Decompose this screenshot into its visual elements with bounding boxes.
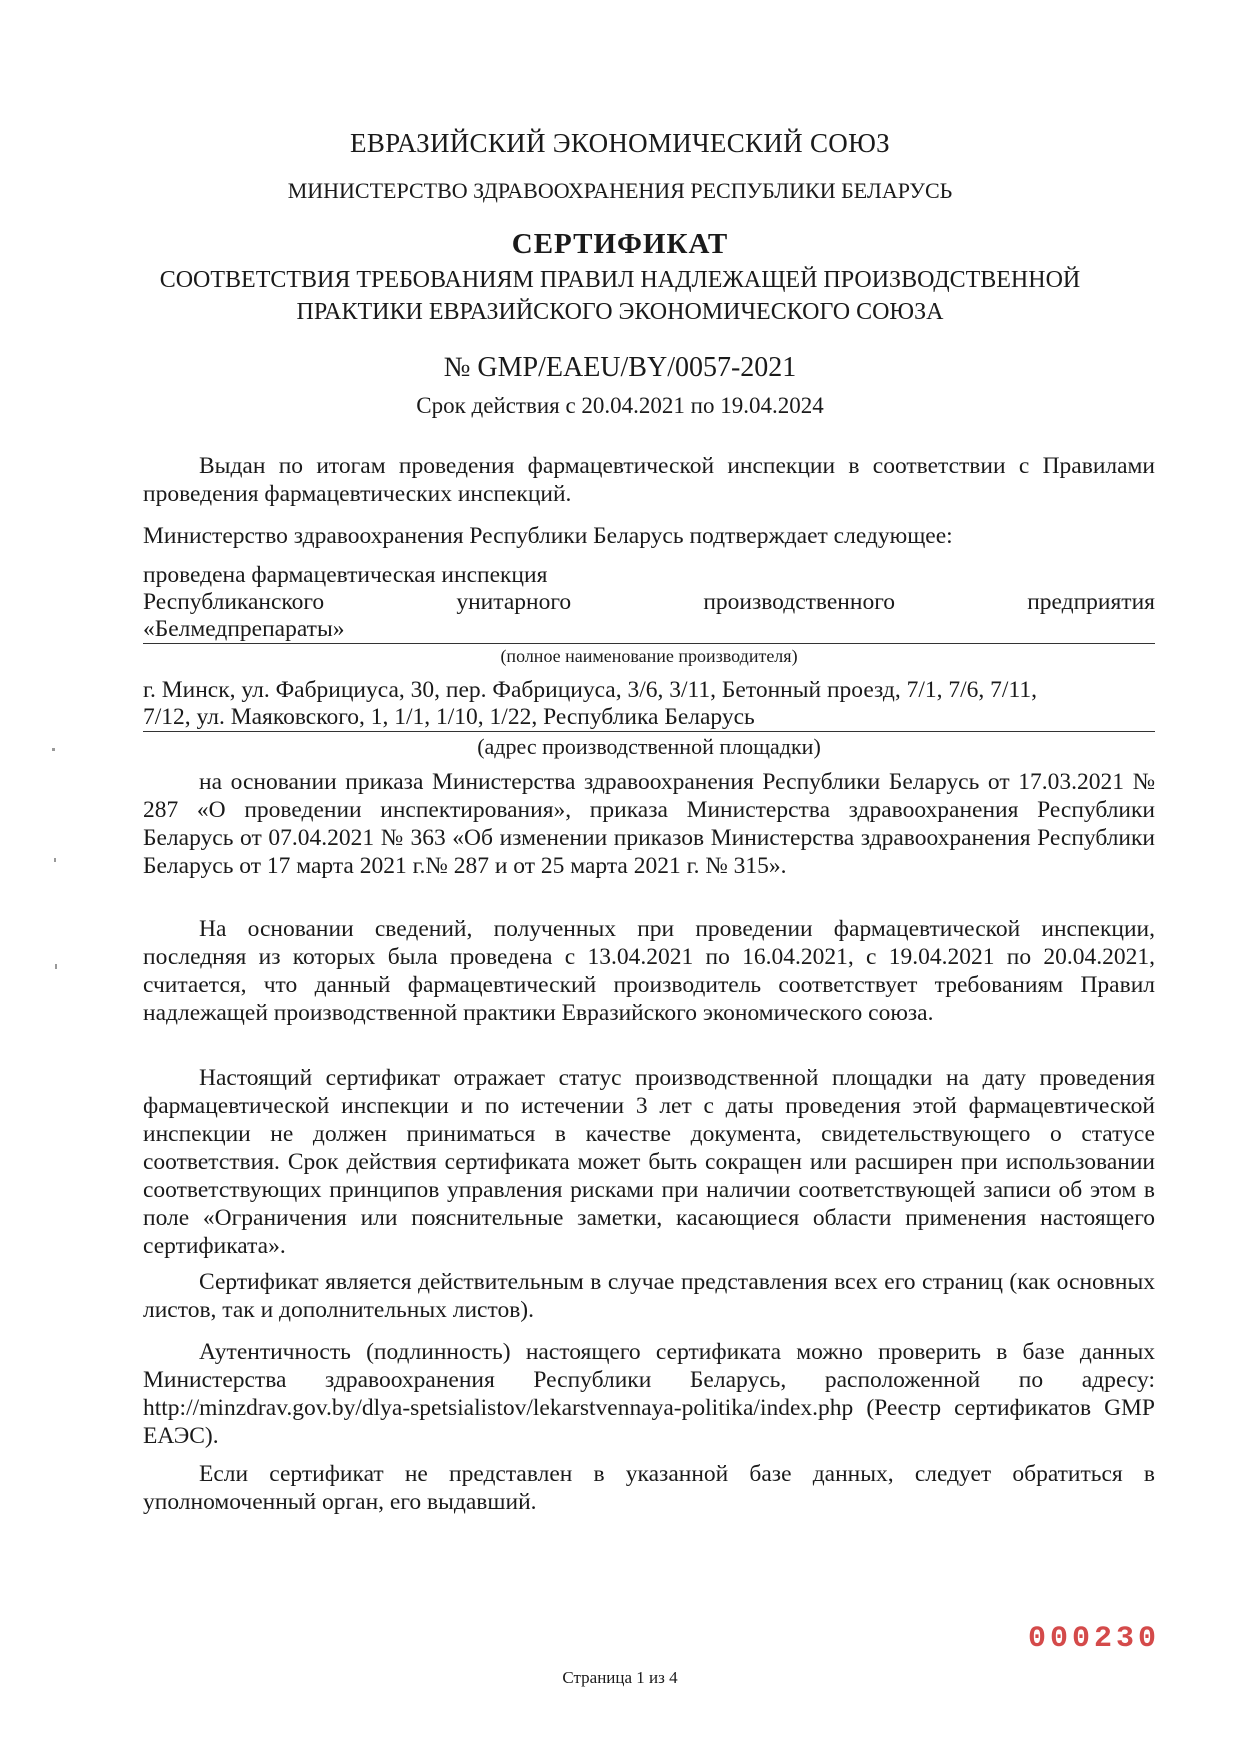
manufacturer-name-line-2: «Белмедпрепараты»: [143, 616, 345, 642]
manufacturer-word: унитарного: [456, 589, 572, 615]
address-caption: (адрес производственной площадки): [477, 734, 821, 759]
subtitle-line-2: ПРАКТИКИ ЕВРАЗИЙСКОГО ЭКОНОМИЧЕСКОГО СОЮЗА: [296, 299, 944, 325]
authenticity-paragraph: Аутентичность (подлинность) настоящего сертификата можно проверить в базе данных Министерства здравоохранения Республики Беларусь, расположенной по адресу: http://minzdrav.gov.by/dlya-spetsialistov/lekarstvennaya-politika/index.php (Реестр сертификатов GMP ЕАЭС).: [143, 1339, 1155, 1449]
address-line-1: г. Минск, ул. Фабрициуса, 30, пер. Фабрициуса, 3/6, 3/11, Бетонный проезд, 7/1, 7/6, 7/11,: [143, 677, 1037, 703]
page-number: Страница 1 из 4: [562, 1668, 678, 1687]
basis-paragraph: на основании приказа Министерства здравоохранения Республики Беларусь от 17.03.2021 № 287 «О проведении инспектирования», приказа Министерства здравоохранения Республики Беларусь от 07.04.2021 № 363 «Об изменении приказов Министерства здравоохранения Республики Беларусь от 17 марта 2021 г.№ 287 и от 25 марта 2021 г. № 315».: [143, 769, 1155, 879]
union-title: ЕВРАЗИЙСКИЙ ЭКОНОМИЧЕСКИЙ СОЮЗ: [350, 128, 890, 158]
validity-period: Срок действия с 20.04.2021 по 19.04.2024: [416, 393, 824, 418]
address-underline: [143, 731, 1155, 732]
confirms-line: Министерство здравоохранения Республики Беларусь подтверждает следующее:: [143, 523, 953, 549]
scan-speck: [52, 748, 55, 751]
manufacturer-word: производственного: [703, 589, 896, 615]
scan-speck: [54, 858, 56, 862]
certificate-number: № GMP/EAEU/BY/0057-2021: [443, 352, 797, 383]
validity-pages-paragraph: Сертификат является действительным в случае представления всех его страниц (как основных листов, так и дополнительных листов).: [143, 1269, 1155, 1323]
manufacturer-underline: [143, 643, 1155, 644]
serial-number-stamp: 000230: [1028, 1622, 1161, 1656]
manufacturer-word: предприятия: [1027, 589, 1155, 615]
not-found-paragraph: Если сертификат не представлен в указанной базе данных, следует обратиться в уполномоченный орган, его выдавший.: [143, 1461, 1155, 1515]
manufacturer-caption: (полное наименование производителя): [500, 646, 798, 666]
issued-paragraph: Выдан по итогам проведения фармацевтической инспекции в соответствии с Правилами проведения фармацевтических инспекций.: [143, 453, 1155, 507]
status-paragraph: Настоящий сертификат отражает статус производственной площадки на дату проведения фармацевтической инспекции и по истечении 3 лет с даты проведения этой фармацевтической инспекции не должен приниматься в качестве документа, свидетельствующего о статусе соответствия. Срок действия сертификата может быть сокращен или расширен при использовании соответствующих принципов управления рисками при наличии соответствующей записи об этом в поле «Ограничения или пояснительные заметки, касающиеся области применения настоящего сертификата».: [143, 1065, 1155, 1259]
findings-paragraph: На основании сведений, полученных при проведении фармацевтической инспекции, последняя из которых была проведена с 13.04.2021 по 16.04.2021, с 19.04.2021 по 20.04.2021, считается, что данный фармацевтический производитель соответствует требованиям Правил надлежащей производственной практики Евразийского экономического союза.: [143, 916, 1155, 1026]
address-line-2: 7/12, ул. Маяковского, 1, 1/1, 1/10, 1/22, Республика Беларусь: [143, 704, 755, 730]
manufacturer-name-line-1: [143, 588, 1155, 616]
subtitle-line-1: СООТВЕТСТВИЯ ТРЕБОВАНИЯМ ПРАВИЛ НАДЛЕЖАЩЕЙ ПРОИЗВОДСТВЕННОЙ: [159, 267, 1081, 293]
ministry-title: МИНИСТЕРСТВО ЗДРАВООХРАНЕНИЯ РЕСПУБЛИКИ БЕЛАРУСЬ: [287, 178, 953, 203]
document-type-title: СЕРТИФИКАТ: [511, 228, 729, 260]
manufacturer-word: Республиканского: [143, 589, 325, 615]
scan-speck: [55, 964, 57, 969]
inspection-line: проведена фармацевтическая инспекция: [143, 562, 548, 588]
